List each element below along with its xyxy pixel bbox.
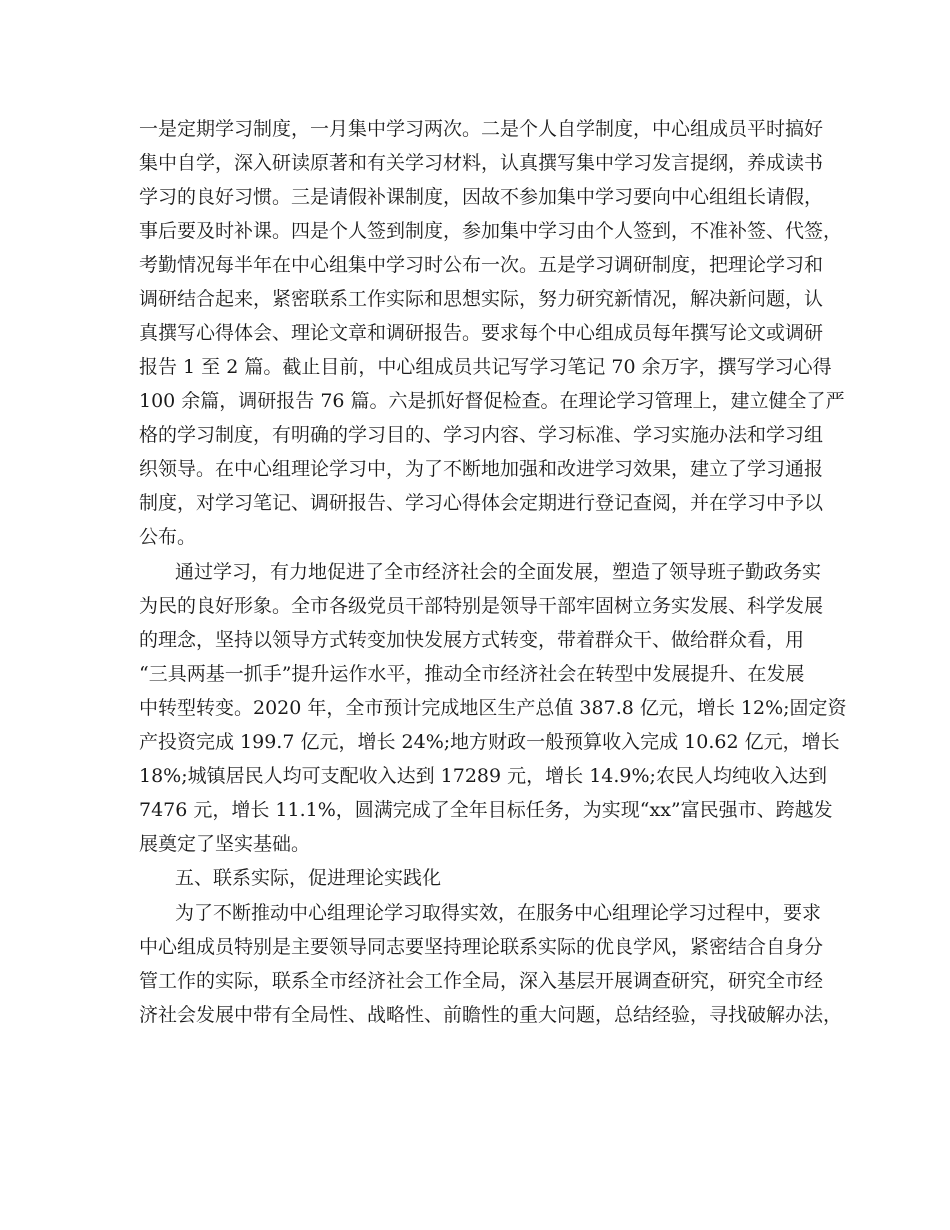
text-line: 学习的良好习惯。三是请假补课制度，因故不参加集中学习要向中心组组长请假，: [139, 186, 824, 208]
text-line: 织领导。在中心组理论学习中，为了不断地加强和改进学习效果，建立了学习通报: [139, 458, 824, 480]
section-heading: 五、联系实际，促进理论实践化: [175, 867, 442, 889]
text-line: 考勤情况每半年在中心组集中学习时公布一次。五是学习调研制度，把理论学习和: [139, 254, 824, 276]
text-line: 产投资完成 199.7 亿元，增长 24%;地方财政一般预算收入完成 10.62 亿元，增长: [139, 731, 840, 753]
text-line: 100 余篇，调研报告 76 篇。六是抓好督促检查。在理论学习管理上，建立健全了严: [139, 390, 845, 412]
text-line: 报告 1 至 2 篇。截止目前，中心组成员共记写学习笔记 70 余万字，撰写学习心得: [139, 356, 832, 378]
text-line: 制度，对学习笔记、调研报告、学习心得体会定期进行登记查阅，并在学习中予以: [139, 492, 824, 514]
text-line: 中心组成员特别是主要领导同志要坚持理论联系实际的优良学风，紧密结合自身分: [139, 936, 824, 958]
text-line: 一是定期学习制度，一月集中学习两次。二是个人自学制度，中心组成员平时搞好: [139, 118, 824, 140]
text-line: 18%;城镇居民人均可支配收入达到 17289 元，增长 14.9%;农民人均纯收入达到: [139, 765, 827, 787]
text-line: 真撰写心得体会、理论文章和调研报告。要求每个中心组成员每年撰写论文或调研: [139, 322, 824, 344]
text-line: 7476 元，增长 11.1%，圆满完成了全年目标任务，为实现“xx”富民强市、跨越发: [139, 799, 833, 821]
text-line: 格的学习制度，有明确的学习目的、学习内容、学习标准、学习实施办法和学习组: [139, 424, 824, 446]
text-line: 济社会发展中带有全局性、战略性、前瞻性的重大问题，总结经验，寻找破解办法，: [139, 1004, 843, 1026]
text-line: 调研结合起来，紧密联系工作实际和思想实际，努力研究新情况，解决新问题，认: [139, 288, 824, 310]
paragraph-first-line: 通过学习，有力地促进了全市经济社会的全面发展，塑造了领导班子勤政务实: [175, 561, 822, 583]
paragraph-first-line: 为了不断推动中心组理论学习取得实效，在服务中心组理论学习过程中，要求: [175, 902, 822, 924]
text-line: 展奠定了坚实基础。: [139, 833, 311, 855]
text-line: 的理念，坚持以领导方式转变加快发展方式转变，带着群众干、做给群众看，用: [139, 629, 805, 651]
text-line: 为民的良好形象。全市各级党员干部特别是领导干部牢固树立务实发展、科学发展: [139, 595, 824, 617]
text-line: 公布。: [139, 526, 197, 548]
text-line: 集中自学，深入研读原著和有关学习材料，认真撰写集中学习发言提纲，养成读书: [139, 152, 824, 174]
text-line: “三具两基一抓手”提升运作水平，推动全市经济社会在转型中发展提升、在发展: [139, 663, 805, 685]
text-line: 中转型转变。2020 年，全市预计完成地区生产总值 387.8 亿元，增长 12%;固定资: [139, 697, 847, 719]
text-line: 事后要及时补课。四是个人签到制度，参加集中学习由个人签到，不准补签、代签，: [139, 220, 843, 242]
text-line: 管工作的实际，联系全市经济社会工作全局，深入基层开展调查研究，研究全市经: [139, 970, 824, 992]
